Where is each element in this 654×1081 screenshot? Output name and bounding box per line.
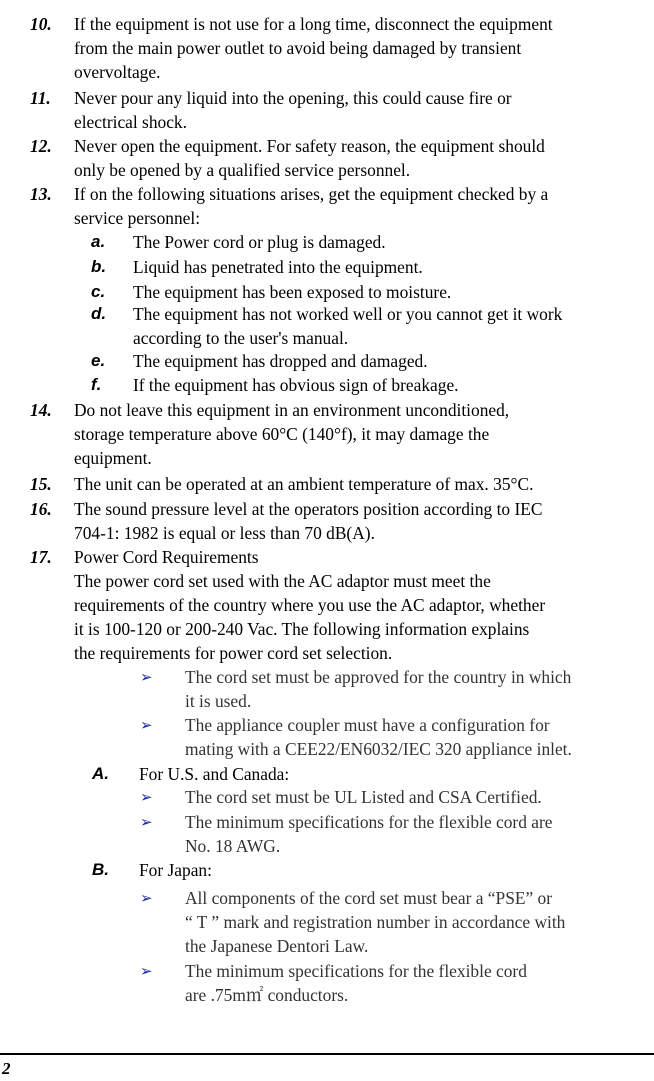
sub-item-c xyxy=(91,280,653,304)
bullet-text: No. 18 AWG. xyxy=(185,836,281,856)
item-text: it is 100-120 or 200-240 Vac. The following information explains xyxy=(74,619,530,639)
item-number: 17. xyxy=(30,547,52,567)
section-title: For Japan: xyxy=(139,860,212,880)
sub-item-text: The equipment has not worked well or you cannot get it work xyxy=(133,304,563,324)
item-text: electrical shock. xyxy=(74,112,187,132)
arrow-bullet-icon: ➢ xyxy=(140,716,153,734)
sub-item-letter: e. xyxy=(91,351,106,370)
sub-item-letter: c. xyxy=(91,282,106,301)
sub-item-letter: a. xyxy=(91,232,106,251)
sub-item-a xyxy=(91,230,653,254)
bullet-text: The minimum specifications for the flexible cord xyxy=(185,961,527,981)
item-number: 16. xyxy=(30,499,52,519)
item-text: overvoltage. xyxy=(74,62,161,82)
bullet-text: it is used. xyxy=(185,691,252,711)
item-text: from the main power outlet to avoid being damaged by transient xyxy=(74,38,522,58)
item-text: service personnel: xyxy=(74,208,201,228)
bullet-text: The minimum specifications for the flexible cord are xyxy=(185,812,553,832)
bullet-text: the Japanese Dentori Law. xyxy=(185,936,369,956)
bullet-item xyxy=(140,959,653,1007)
sub-item-letter: d. xyxy=(91,304,107,323)
list-item-13 xyxy=(30,182,652,230)
item-text: The sound pressure level at the operators position according to IEC xyxy=(74,499,543,519)
bullet-text: The cord set must be approved for the country in which xyxy=(185,667,572,687)
sub-item-text: If the equipment has obvious sign of breakage. xyxy=(133,375,459,395)
arrow-bullet-icon: ➢ xyxy=(140,889,153,907)
item-text: storage temperature above 60°C (140°f), it may damage the xyxy=(74,424,490,444)
section-heading-b xyxy=(92,858,639,882)
arrow-bullet-icon: ➢ xyxy=(140,813,153,831)
arrow-bullet-icon: ➢ xyxy=(140,788,153,806)
sub-item-text: according to the user's manual. xyxy=(133,328,349,348)
sub-item-letter: b. xyxy=(91,257,107,276)
bullet-text: mating with a CEE22/EN6032/IEC 320 appliance inlet. xyxy=(185,739,572,759)
item-text: only be opened by a qualified service personnel. xyxy=(74,160,411,180)
item-text: Never open the equipment. For safety reason, the equipment should xyxy=(74,136,545,156)
item-number: 12. xyxy=(30,136,52,156)
item-number: 10. xyxy=(30,14,52,34)
list-item-16 xyxy=(30,497,652,545)
list-item-17 xyxy=(30,545,652,665)
sub-item-text: The equipment has been exposed to moisture. xyxy=(133,282,452,302)
arrow-bullet-icon: ➢ xyxy=(140,668,153,686)
list-item-10 xyxy=(30,12,652,84)
item-number: 14. xyxy=(30,400,52,420)
section-title: For U.S. and Canada: xyxy=(139,764,290,784)
bullet-item xyxy=(140,810,653,858)
footer-rule xyxy=(0,1053,654,1055)
sub-item-d xyxy=(91,302,653,350)
item-text: The power cord set used with the AC adaptor must meet the xyxy=(74,571,491,591)
sub-item-b xyxy=(91,255,653,279)
bullet-text: The appliance coupler must have a configuration for xyxy=(185,715,550,735)
item-text: the requirements for power cord set selection. xyxy=(74,643,393,663)
list-item-15 xyxy=(30,472,652,496)
sub-item-letter: f. xyxy=(91,375,102,394)
bullet-item xyxy=(140,785,653,809)
bullet-item xyxy=(140,713,653,761)
arrow-bullet-icon: ➢ xyxy=(140,962,153,980)
item-text: Never pour any liquid into the opening, this could cause fire or xyxy=(74,88,512,108)
bullet-text: “ T ” mark and registration number in accordance with xyxy=(185,912,566,932)
item-text: Do not leave this equipment in an environment unconditioned, xyxy=(74,400,510,420)
sub-item-e xyxy=(91,349,653,373)
item-text: If on the following situations arises, get the equipment checked by a xyxy=(74,184,549,204)
page-number: 2 xyxy=(2,1059,11,1078)
item-text: The unit can be operated at an ambient temperature of max. 35°C. xyxy=(74,474,534,494)
item-text: 704-1: 1982 is equal or less than 70 dB(A). xyxy=(74,523,375,543)
sub-item-text: The Power cord or plug is damaged. xyxy=(133,232,386,252)
item-number: 15. xyxy=(30,474,52,494)
bullet-text: All components of the cord set must bear a “PSE” or xyxy=(185,888,553,908)
sub-item-f xyxy=(91,373,653,397)
bullet-text: are .75m㎡ conductors. xyxy=(185,985,349,1005)
list-item-14 xyxy=(30,398,652,470)
list-item-11 xyxy=(30,86,652,134)
section-heading-a xyxy=(92,762,639,786)
bullet-item xyxy=(140,665,653,713)
bullet-text: The cord set must be UL Listed and CSA Certified. xyxy=(185,787,542,807)
item-text: If the equipment is not use for a long time, disconnect the equipment xyxy=(74,14,553,34)
item-number: 11. xyxy=(30,88,51,108)
item-text: requirements of the country where you use the AC adaptor, whether xyxy=(74,595,546,615)
item-number: 13. xyxy=(30,184,52,204)
bullet-item xyxy=(140,886,653,958)
section-letter: B. xyxy=(92,860,109,879)
sub-item-text: The equipment has dropped and damaged. xyxy=(133,351,428,371)
sub-item-text: Liquid has penetrated into the equipment. xyxy=(133,257,423,277)
item-text: equipment. xyxy=(74,448,152,468)
item-text: Power Cord Requirements xyxy=(74,547,259,567)
section-letter: A. xyxy=(92,764,109,783)
list-item-12 xyxy=(30,134,652,182)
